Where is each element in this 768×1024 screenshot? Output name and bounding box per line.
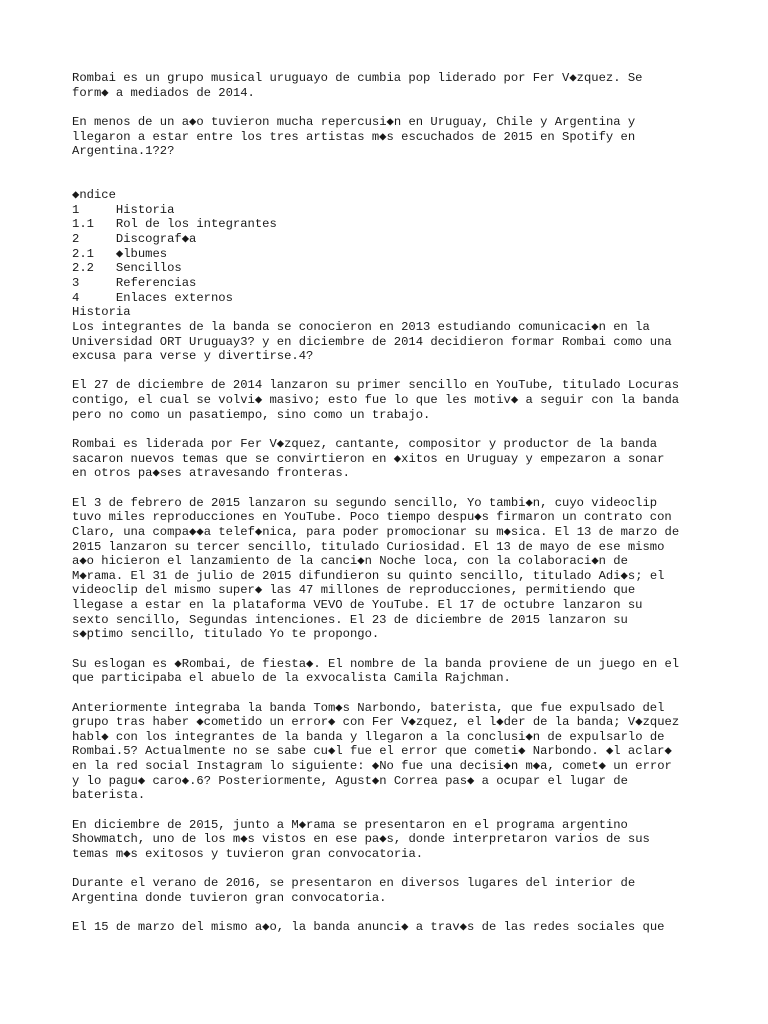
document-line: ◆ndice bbox=[72, 188, 116, 203]
document-line: Argentina donde tuvieron gran convocatoria. bbox=[72, 890, 387, 905]
document-line: Rombai.5? Actualmente no se sabe cu◆l fue el error que cometi◆ Narbondo. ◆l aclar◆ bbox=[72, 744, 672, 759]
document-line: 4 Enlaces externos bbox=[72, 290, 233, 305]
document-line: Showmatch, uno de los m◆s vistos en ese pa◆s, donde interpretaron varios de sus bbox=[72, 832, 650, 847]
document-line bbox=[72, 686, 712, 701]
document-line: En menos de un a◆o tuvieron mucha repercusi◆n en Uruguay, Chile y Argentina y bbox=[72, 114, 636, 129]
document-line: Historia bbox=[72, 305, 131, 320]
document-line: 3 Referencias bbox=[72, 275, 197, 290]
document-line: En diciembre de 2015, junto a M◆rama se presentaron en el programa argentino bbox=[72, 817, 628, 832]
document-line: habl◆ con los integrantes de la banda y llegaron a la conclusi◆n de expulsarlo de bbox=[72, 729, 665, 744]
document-line: sexto sencillo, Segundas intenciones. El 23 de diciembre de 2015 lanzaron su bbox=[72, 612, 628, 627]
document-line bbox=[72, 159, 712, 174]
document-line: Claro, una compa◆◆a telef◆nica, para poder promocionar su m◆sica. El 13 de marzo de bbox=[72, 524, 680, 539]
document-line: Durante el verano de 2016, se presentaron en diversos lugares del interior de bbox=[72, 876, 636, 891]
document-line: excusa para verse y divertirse.4? bbox=[72, 349, 314, 364]
document-line bbox=[72, 422, 712, 437]
document-line bbox=[72, 100, 712, 115]
document-line: 2.2 Sencillos bbox=[72, 261, 182, 276]
document-line: llegase a estar en la plataforma VEVO de YouTube. El 17 de octubre lanzaron su bbox=[72, 598, 643, 613]
document-line: 2 Discograf◆a bbox=[72, 232, 197, 247]
document-line: videoclip del mismo super◆ las 47 millones de reproducciones, permitiendo que bbox=[72, 583, 636, 598]
document-line: grupo tras haber ◆cometido un error◆ con Fer V◆zquez, el l◆der de la banda; V◆zquez bbox=[72, 715, 680, 730]
document-line: que participaba el abuelo de la exvocalista Camila Rajchman. bbox=[72, 671, 511, 686]
document-line bbox=[72, 642, 712, 657]
document-line: sacaron nuevos temas que se convirtieron en ◆xitos en Uruguay y empezaron a sonar bbox=[72, 451, 665, 466]
document-line: 1.1 Rol de los integrantes bbox=[72, 217, 277, 232]
document-line: M◆rama. El 31 de julio de 2015 difundieron su quinto sencillo, titulado Adi◆s; el bbox=[72, 568, 665, 583]
document-line: form◆ a mediados de 2014. bbox=[72, 85, 255, 100]
document-line bbox=[72, 906, 712, 921]
document-line: s◆ptimo sencillo, titulado Yo te propongo. bbox=[72, 627, 380, 642]
document-text bbox=[72, 71, 712, 935]
document-line: temas m◆s exitosos y tuvieron gran convocatoria. bbox=[72, 846, 424, 861]
document-line bbox=[72, 862, 712, 877]
document-line: baterista. bbox=[72, 788, 146, 803]
document-line: en otros pa◆ses atravesando fronteras. bbox=[72, 466, 350, 481]
document-line: Rombai es un grupo musical uruguayo de cumbia pop liderado por Fer V◆zquez. Se bbox=[72, 71, 643, 85]
document-line: llegaron a estar entre los tres artistas m◆s escuchados de 2015 en Spotify en bbox=[72, 129, 636, 144]
document-line: El 27 de diciembre de 2014 lanzaron su primer sencillo en YouTube, titulado Locuras bbox=[72, 378, 680, 393]
document-line: Universidad ORT Uruguay3? y en diciembre de 2014 decidieron formar Rombai como una bbox=[72, 334, 672, 349]
document-line: Anteriormente integraba la banda Tom◆s Narbondo, baterista, que fue expulsado del bbox=[72, 700, 665, 715]
document-line: Rombai es liderada por Fer V◆zquez, cantante, compositor y productor de la banda bbox=[72, 437, 658, 452]
document-line: y lo pagu◆ caro◆.6? Posteriormente, Agust◆n Correa pas◆ a ocupar el lugar de bbox=[72, 773, 628, 788]
document-line: 2.1 ◆lbumes bbox=[72, 246, 168, 261]
document-line: contigo, el cual se volvi◆ masivo; esto fue lo que les motiv◆ a seguir con la banda bbox=[72, 393, 680, 408]
document-line bbox=[72, 364, 712, 379]
document-line: en la red social Instagram lo siguiente: ◆No fue una decisi◆n m◆a, comet◆ un error bbox=[72, 759, 672, 774]
document-line bbox=[72, 803, 712, 818]
document-line: 2015 lanzaron su tercer sencillo, titulado Curiosidad. El 13 de mayo de ese mismo bbox=[72, 539, 665, 554]
document-line: El 15 de marzo del mismo a◆o, la banda anunci◆ a trav◆s de las redes sociales que bbox=[72, 920, 665, 935]
document-line: a◆o hicieron el lanzamiento de la canci◆n Noche loca, con la colaboraci◆n de bbox=[72, 554, 628, 569]
document-line bbox=[72, 173, 712, 188]
document-line: El 3 de febrero de 2015 lanzaron su segundo sencillo, Yo tambi◆n, cuyo videoclip bbox=[72, 495, 658, 510]
document-line: Argentina.1?2? bbox=[72, 144, 175, 159]
document-line: pero no como un pasatiempo, sino como un trabajo. bbox=[72, 407, 431, 422]
document-line bbox=[72, 481, 712, 496]
document-line: tuvo miles reproducciones en YouTube. Poco tiempo despu◆s firmaron un contrato con bbox=[72, 510, 672, 525]
document-line: Su eslogan es ◆Rombai, de fiesta◆. El nombre de la banda proviene de un juego en el bbox=[72, 656, 680, 671]
document-line: Los integrantes de la banda se conocieron en 2013 estudiando comunicaci◆n en la bbox=[72, 319, 650, 334]
document-line: 1 Historia bbox=[72, 202, 175, 217]
